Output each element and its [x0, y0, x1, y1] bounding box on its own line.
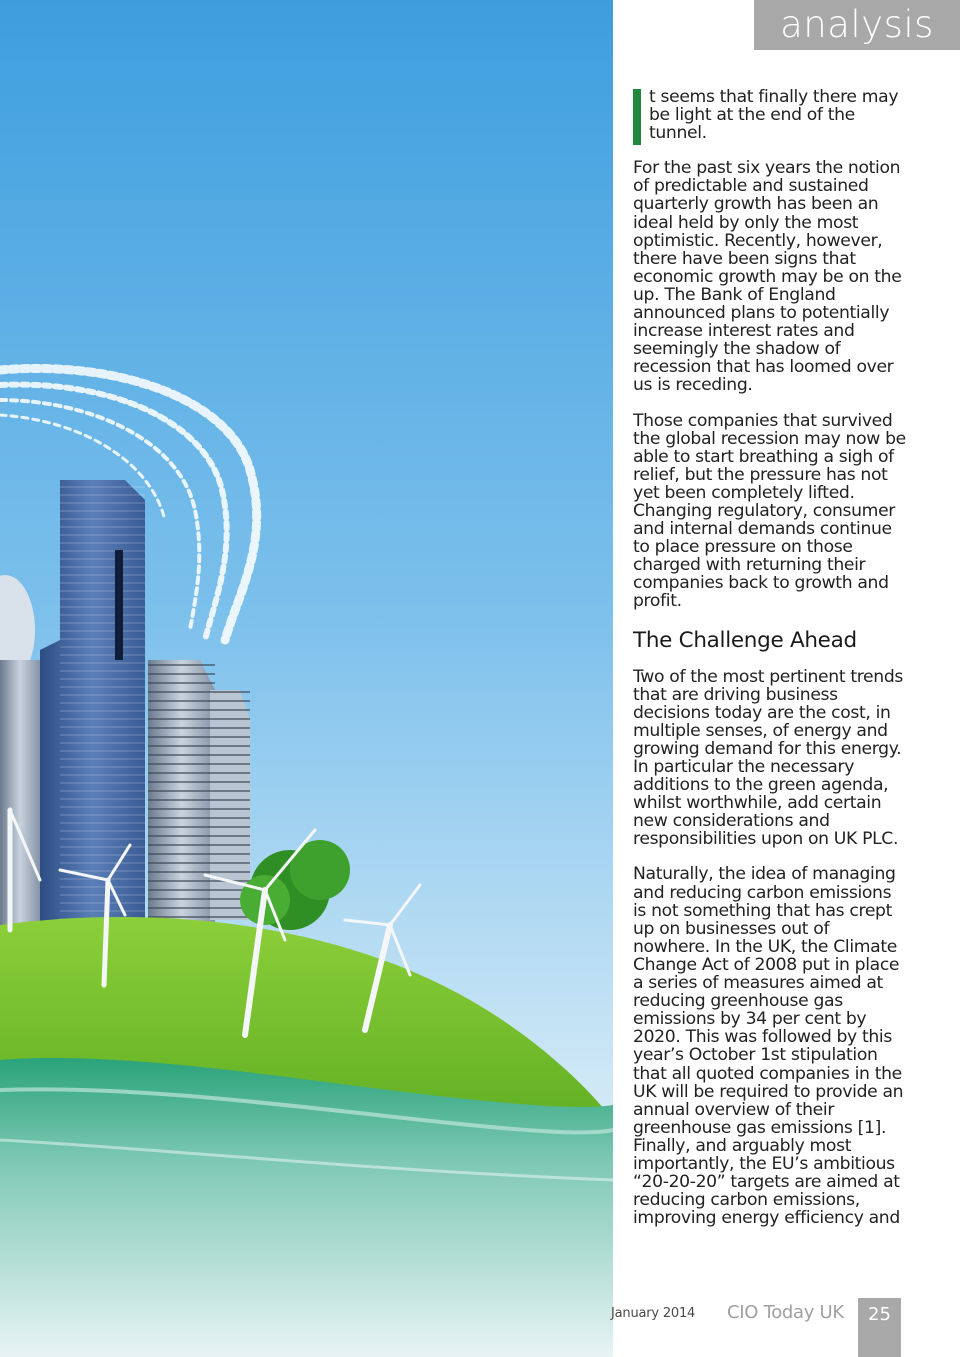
page-number: 25	[868, 1304, 891, 1325]
article-paragraph: Naturally, the idea of managing and reducing carbon emissions is not something that has crept up on businesses out of nowhere. In the UK, the Climate Change Act of 2008 put in place a series of measures aimed at reducing greenhouse gas emissions by 34 per cent by 2020. This was followed by this year’s October 1st stipulation that all quoted companies in the UK will be required to provide an annual overview of their greenhouse gas emissions [1]. Finally, and arguably most importantly, the EU’s ambitious “20-20-20” targets are aimed at reducing carbon emissions, improving energy efficiency and	[633, 864, 904, 1229]
article-paragraph: Those companies that survived the global recession may now be able to start breathing a sigh of relief, but the pressure has not yet been completely lifted. Changing regulatory, consumer and internal demands continue to place pressure on those charged with returning their companies back to growth and profit.	[633, 410, 906, 612]
footer-publication: CIO Today UK	[727, 1302, 844, 1323]
article-body	[633, 88, 908, 1244]
article-paragraph: Two of the most pertinent trends that are driving business decisions today are the cost, in multiple senses, of energy and growing demand for this energy. In particular the necessary additions to the green agenda, whilst worthwhile, add certain new considerations and responsibilities upon on UK PLC.	[633, 666, 903, 850]
article-paragraph: For the past six years the notion of predictable and sustained quarterly growth has been an ideal held by only the most optimistic. Recently, however, there have been signs that economic growth may be on the up. The Bank of England announced plans to potentially increase interest rates and seemingly the shadow of recession that has loomed over us is receding.	[633, 158, 902, 396]
section-tab: analysis	[754, 0, 960, 50]
section-heading: The Challenge Ahead	[633, 627, 857, 653]
page-number-box	[858, 1298, 901, 1357]
lead-paragraph	[633, 88, 908, 142]
lead-text: t seems that finally there may be light at the end of the tunnel.	[649, 87, 899, 144]
footer-date: January 2014	[611, 1306, 696, 1321]
drop-cap-bar	[633, 89, 641, 145]
